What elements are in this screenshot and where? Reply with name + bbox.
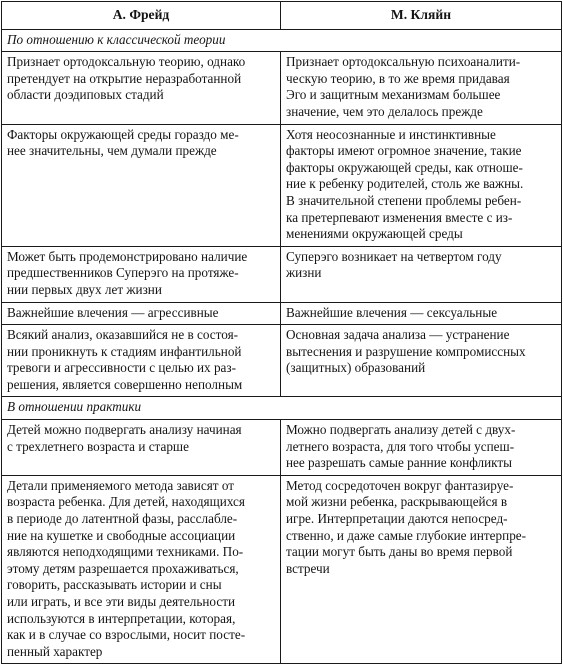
freud-cell: Факторы окружающей среды гораздо ме- нее значительны, чем думали прежде bbox=[2, 124, 281, 246]
klein-cell: Хотя неосознанные и инстинктивные факторы имеют огромное значение, такие факторы окружающей среды, как отноше- ние к ребенку родителей, столь же важны. В значительной степени проблемы ребен- ка претерпевают изменения вместе с из- менениями окружающей среды bbox=[281, 124, 562, 246]
klein-cell: Метод сосредоточен вокруг фантазируе- мой жизни ребенка, раскрывающейся в игре. Интерпретации даются непосред- ственно, и даже самые глубокие интерпре- тации могут быть даны во время первой встречи bbox=[281, 475, 562, 664]
freud-cell: Признает ортодоксальную теорию, однако претендует на открытие неразработанной области доэдиповых стадий bbox=[2, 52, 281, 124]
klein-cell: Можно подвергать анализу детей с двух- летнего возраста, для того чтобы успеш- нее разрешать самые ранние конфликты bbox=[281, 420, 562, 476]
freud-cell: Может быть продемонстрировано наличие предшественников Суперэго на протяже- нии первых двух лет жизни bbox=[2, 246, 281, 302]
header-row bbox=[2, 2, 562, 30]
klein-cell: Важнейшие влечения — сексуальные bbox=[281, 302, 562, 325]
klein-cell: Признает ортодоксальную психоаналити- ческую теорию, в то же время придавая Эго и защитным механизмам большее значение, чем это делалось прежде bbox=[281, 52, 562, 124]
table-row bbox=[2, 475, 562, 664]
klein-cell: Суперэго возникает на четвертом году жизни bbox=[281, 246, 562, 302]
section-title: По отношению к классической теории bbox=[2, 29, 562, 52]
freud-cell: Детей можно подвергать анализу начиная с трехлетнего возраста и старше bbox=[2, 420, 281, 476]
table-row bbox=[2, 52, 562, 124]
section-row bbox=[2, 29, 562, 52]
table-row bbox=[2, 246, 562, 302]
column-header-klein: М. Кляйн bbox=[281, 2, 562, 30]
freud-cell: Всякий анализ, оказавшийся не в состоя- нии проникнуть к стадиям инфантильной тревоги и агрессивности с целью их раз- решения, является совершенно неполным bbox=[2, 325, 281, 397]
table-row bbox=[2, 420, 562, 476]
table-row bbox=[2, 124, 562, 246]
column-header-freud: А. Фрейд bbox=[2, 2, 281, 30]
table-row bbox=[2, 302, 562, 325]
table-row bbox=[2, 325, 562, 397]
freud-cell: Важнейшие влечения — агрессивные bbox=[2, 302, 281, 325]
freud-cell: Детали применяемого метода зависят от возраста ребенка. Для детей, находящихся в периоде до латентной фазы, расслабле- ние на кушетке и свободные ассоциации являются неподходящими техниками. По- этому детям разрешается прохаживаться, говорить, рассказывать истории и сны или играть, и все эти виды деятельности используются в интерпретации, которая, как и в случае со взрослыми, носит посте- пенный характер bbox=[2, 475, 281, 664]
section-title: В отношении практики bbox=[2, 397, 562, 420]
comparison-table bbox=[1, 1, 562, 664]
klein-cell: Основная задача анализа — устранение вытеснения и разрушение компромиссных (защитных) образований bbox=[281, 325, 562, 397]
section-row bbox=[2, 397, 562, 420]
